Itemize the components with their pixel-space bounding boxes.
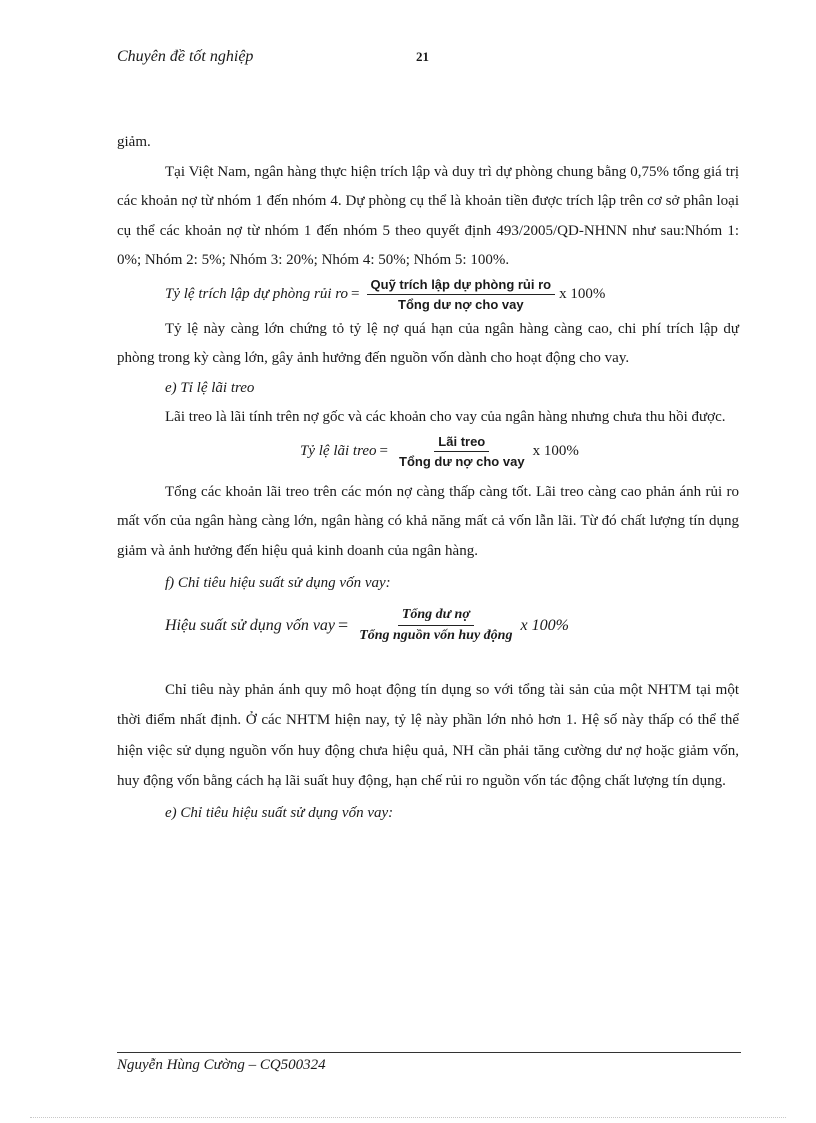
heading-efficiency-e: e) Chỉ tiêu hiệu suất sử dụng vốn vay: [165,804,394,821]
page-bottom-border [30,1117,786,1118]
formula-lhs: Hiệu suất sử dụng vốn vay [165,616,336,634]
formula-fraction [395,434,529,469]
formula-numerator: Lãi treo [434,434,489,452]
paragraph-provision-rules: Tại Việt Nam, ngân hàng thực hiện trích lập và duy trì dự phòng chung bằng 0,75% tổng giá trị các khoản nợ từ nhóm 1 đến nhóm 4. Dự phòng cụ thể là khoản tiền được trích lập trên cơ sở phân loại cụ thể các khoản nợ từ nhóm 1 đến nhóm 5 theo quyết định 493/2005/QD-NHNN như sau:Nhóm 1: 0%; Nhóm 2: 5%; Nhóm 3: 20%; Nhóm 4: 50%; Nhóm 5: 100%. [117,163,739,268]
formula-interest-ratio [117,433,739,471]
formula-fraction [367,277,556,312]
paragraph-continuation: giảm. [117,134,151,150]
formula-equals: = [379,443,388,459]
formula-suffix: x 100% [559,286,606,302]
paragraph-efficiency-meaning: Chỉ tiêu này phản ánh quy mô hoạt động tín dụng so với tổng tài sản của một NHTM tại một thời điểm nhất định. Ở các NHTM hiện nay, tỷ lệ này phần lớn nhỏ hơn 1. Hệ số này thấp có thể thể hiện việc sử dụng nguồn vốn huy động chưa hiệu quả, NH cần phải tăng cường dư nợ hoặc giảm vốn, huy động vốn bằng cách hạ lãi suất huy động, hạn chế rủi ro nguồn vốn tác động chất lượng tín dụng. [117,681,739,789]
formula-lhs: Tỷ lệ trích lập dự phòng rủi ro [165,286,349,302]
formula-numerator: Quỹ trích lập dự phòng rủi ro [367,277,556,295]
formula-provision-ratio [117,277,739,313]
formula-denominator: Tổng dư nợ cho vay [399,454,525,469]
formula-equals: = [351,286,360,302]
formula-equals: = [338,615,349,635]
page-number: 21 [416,49,429,64]
formula-suffix: x 100% [532,443,579,459]
formula-denominator: Tổng dư nợ cho vay [398,297,524,312]
header-title: Chuyên đề tốt nghiệp [117,48,254,65]
heading-interest-ratio: e) Tỉ lệ lãi treo [165,379,255,396]
formula-denominator: Tổng nguồn vốn huy động [359,628,513,643]
paragraph-provision-meaning: Tỷ lệ này càng lớn chứng tỏ tỷ lệ nợ quá hạn của ngân hàng càng cao, chi phí trích lập dự phòng trong kỳ càng lớn, gây ảnh hưởng đến nguồn vốn dành cho hoạt động cho vay. [117,320,739,366]
document-body [117,128,739,828]
footer-divider [117,1052,741,1053]
formula-loan-efficiency [117,604,739,648]
paragraph-interest-meaning: Tổng các khoản lãi treo trên các món nợ càng thấp càng tốt. Lãi treo càng cao phản ánh rủi ro mất vốn của ngân hàng càng lớn, ngân hàng có khả năng mất cả vốn lẫn lãi. Từ đó chất lượng tín dụng giảm và ảnh hưởng đến hiệu quả kinh doanh của ngân hàng. [117,483,739,559]
formula-numerator: Tổng dư nợ [398,607,474,626]
heading-efficiency-f: f) Chỉ tiêu hiệu suất sử dụng vốn vay: [165,575,391,591]
paragraph-interest-definition: Lãi treo là lãi tính trên nợ gốc và các khoản cho vay của ngân hàng nhưng chưa thu hồi được. [165,409,726,425]
formula-suffix: x 100% [520,616,569,634]
formula-lhs: Tỷ lệ lãi treo [300,443,377,459]
formula-fraction [355,607,516,644]
footer-author: Nguyễn Hùng Cường – CQ500324 [117,1057,326,1073]
